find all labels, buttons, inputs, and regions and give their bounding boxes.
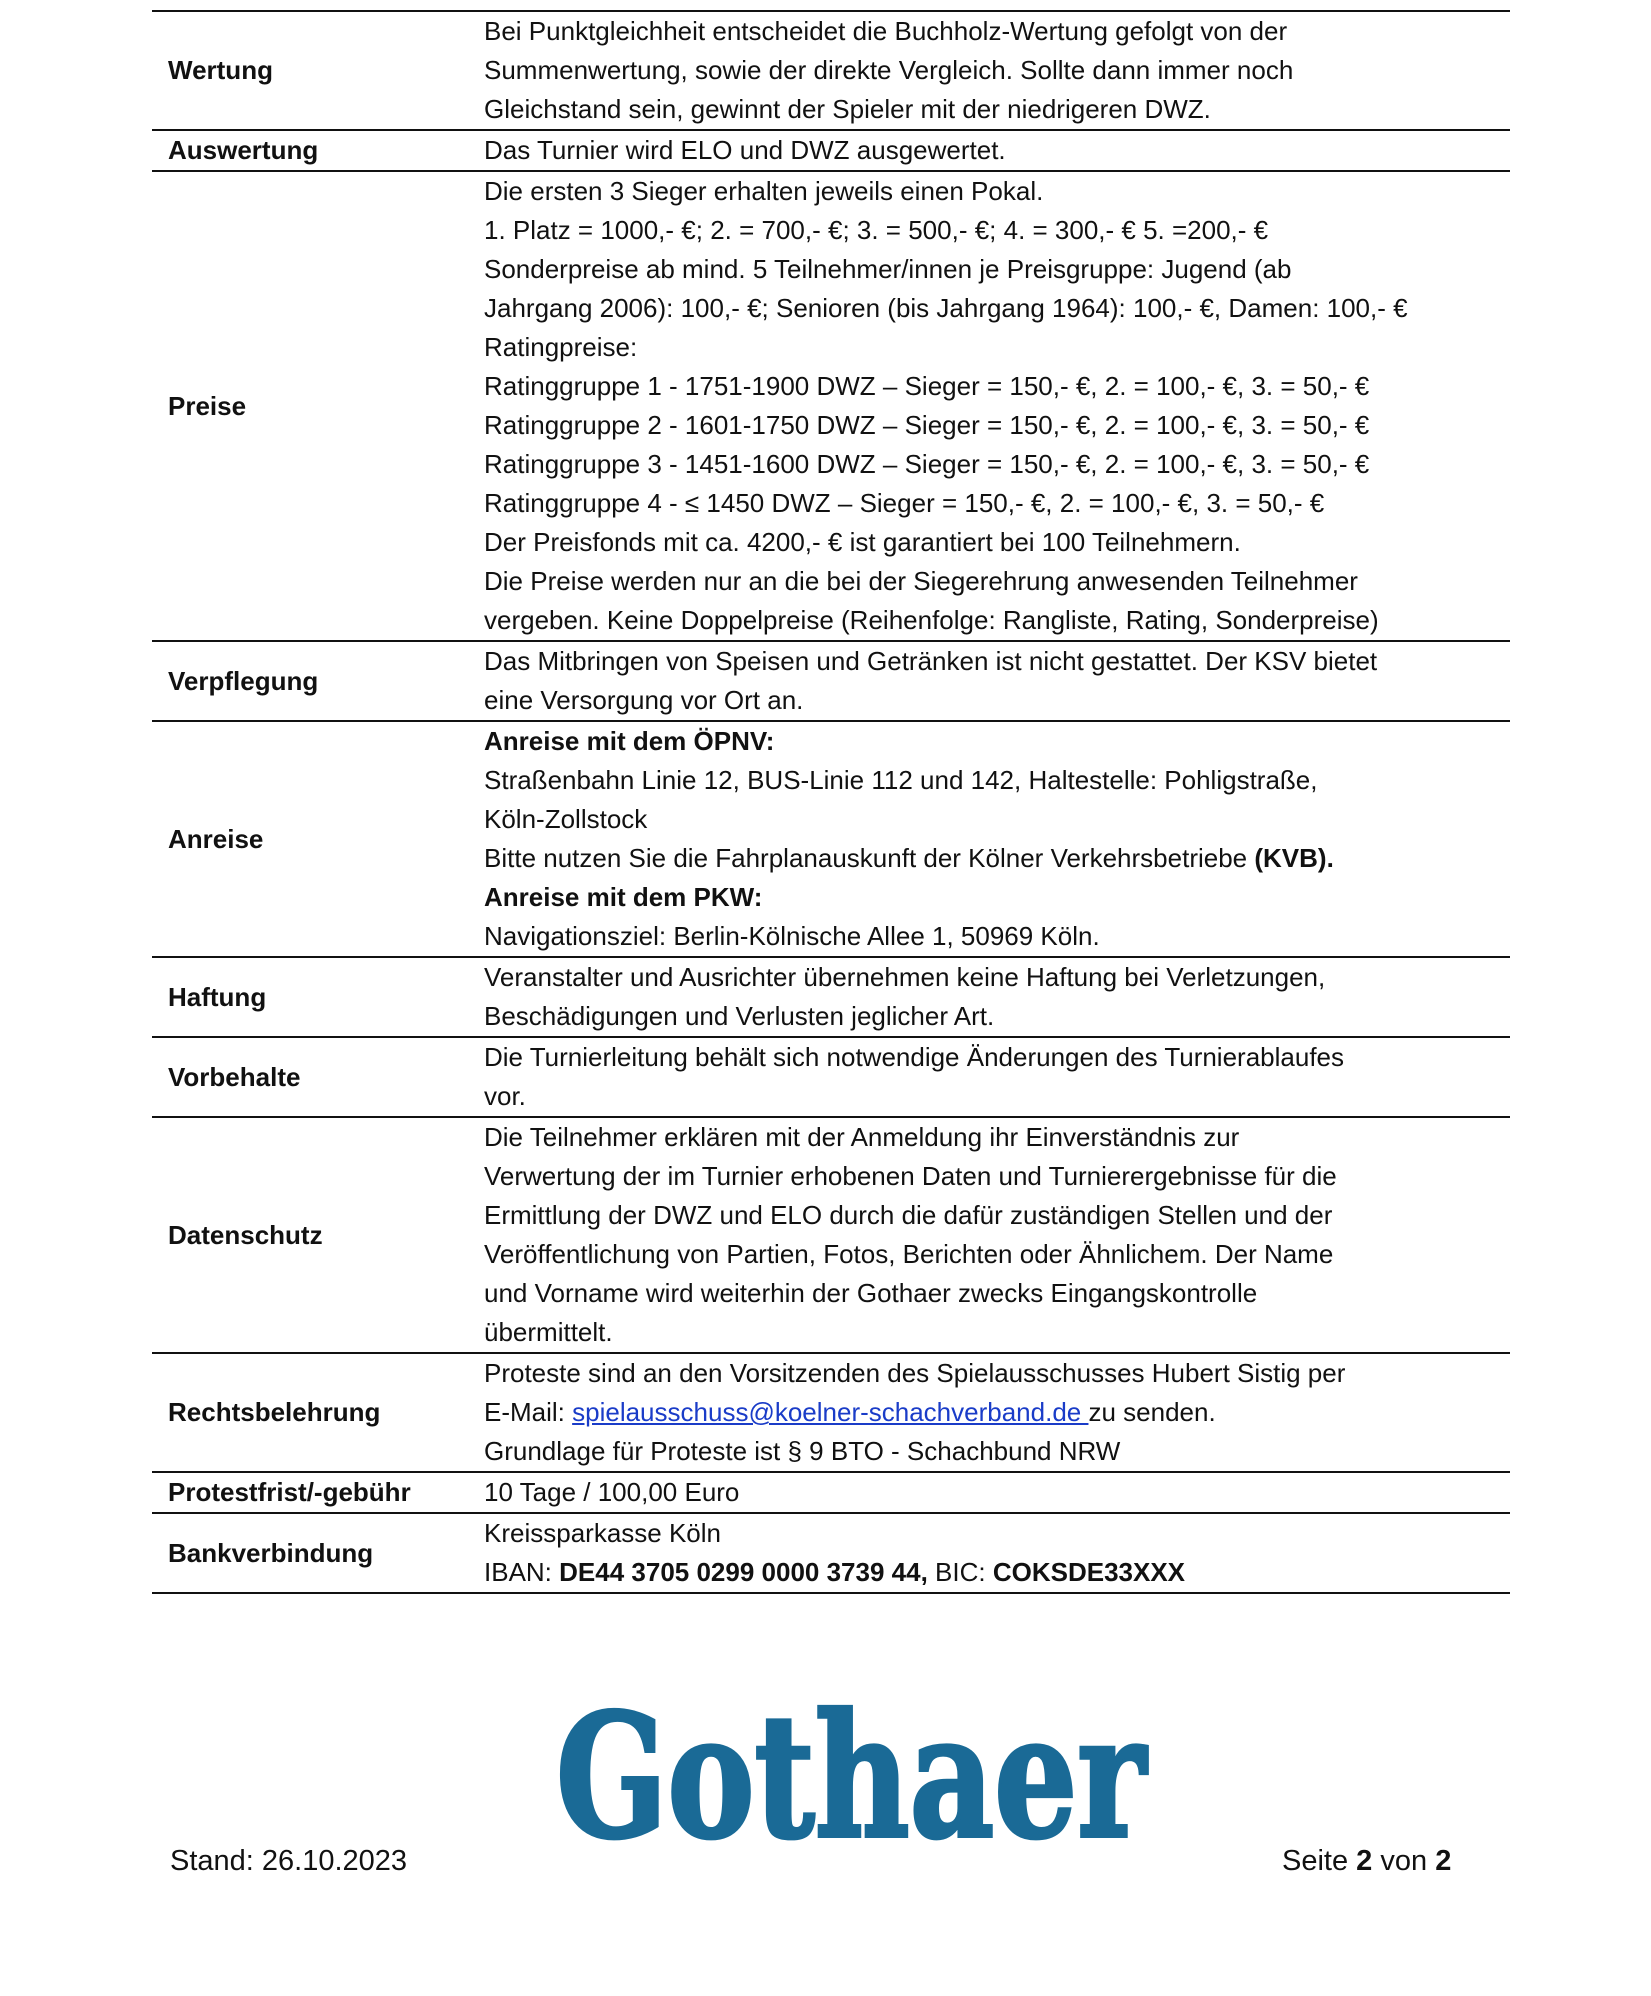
content-line xyxy=(484,800,1510,839)
row-label: Haftung xyxy=(168,981,267,1012)
content-line xyxy=(484,250,1510,289)
row-content xyxy=(484,1037,1510,1117)
text-segment: Die ersten 3 Sieger erhalten jeweils einen Pokal. xyxy=(484,176,1044,206)
text-segment: zu senden. xyxy=(1088,1397,1216,1427)
content-line xyxy=(484,1077,1510,1116)
table-row xyxy=(152,11,1510,130)
row-label: Protestfrist/-gebühr xyxy=(168,1477,411,1507)
content-line xyxy=(484,761,1510,800)
content-line xyxy=(484,328,1510,367)
row-label: Wertung xyxy=(168,55,273,85)
content-line xyxy=(484,642,1510,681)
row-label: Datenschutz xyxy=(168,1219,323,1250)
content-line xyxy=(484,839,1510,878)
row-label: Anreise xyxy=(168,823,264,854)
text-segment: Das Turnier wird ELO und DWZ ausgewertet. xyxy=(484,135,1006,165)
text-segment: Ratinggruppe 3 - 1451-1600 DWZ – Sieger = 150,- €, 2. = 100,- €, 3. = 50,- € xyxy=(484,449,1370,479)
table-row xyxy=(152,1353,1510,1472)
text-segment: Bei Punktgleichheit entscheidet die Buchholz-Wertung gefolgt von der xyxy=(484,16,1288,46)
footer-page-number xyxy=(1282,1845,1451,1878)
content-line xyxy=(484,1473,1510,1512)
row-content xyxy=(484,11,1510,130)
text-segment: vor. xyxy=(484,1081,526,1111)
text-segment: Navigationsziel: Berlin-Kölnische Allee 1, 50969 Köln. xyxy=(484,921,1100,951)
text-segment: Ratinggruppe 1 - 1751-1900 DWZ – Sieger = 150,- €, 2. = 100,- €, 3. = 50,- € xyxy=(484,371,1370,401)
content-line xyxy=(484,445,1510,484)
text-segment: Sonderpreise ab mind. 5 Teilnehmer/innen je Preisgruppe: Jugend (ab xyxy=(484,254,1292,284)
content-line xyxy=(484,367,1510,406)
text-segment: Anreise mit dem PKW: xyxy=(484,882,763,912)
text-segment: übermittelt. xyxy=(484,1317,613,1347)
content-line xyxy=(484,1354,1510,1393)
content-line xyxy=(484,1274,1510,1313)
content-line xyxy=(484,172,1510,211)
gothaer-logo xyxy=(548,1686,1154,1876)
text-segment: Beschädigungen und Verlusten jeglicher Art. xyxy=(484,1001,995,1031)
text-segment: DE44 3705 0299 0000 3739 44, xyxy=(559,1557,928,1587)
content-line xyxy=(484,1038,1510,1077)
text-segment: Ratingpreise: xyxy=(484,332,638,362)
content-line xyxy=(484,601,1510,640)
text-segment: (KVB). xyxy=(1254,843,1334,873)
text-segment: 1. Platz = 1000,- €; 2. = 700,- €; 3. = 500,- €; 4. = 300,- € 5. =200,- € xyxy=(484,215,1269,245)
content-line xyxy=(484,90,1510,129)
table-row xyxy=(152,1472,1510,1513)
row-content xyxy=(484,171,1510,641)
text-segment: Der Preisfonds mit ca. 4200,- € ist garantiert bei 100 Teilnehmern. xyxy=(484,527,1241,557)
content-line xyxy=(484,523,1510,562)
text-segment: Proteste sind an den Vorsitzenden des Spielausschusses Hubert Sistig per xyxy=(484,1358,1346,1388)
table-row xyxy=(152,721,1510,957)
content-line xyxy=(484,1196,1510,1235)
text-segment: Ermittlung der DWZ und ELO durch die dafür zuständigen Stellen und der xyxy=(484,1200,1333,1230)
row-label: Preise xyxy=(168,390,247,421)
table-row xyxy=(152,1037,1510,1117)
content-line xyxy=(484,997,1510,1036)
table-row xyxy=(152,641,1510,721)
content-line xyxy=(484,1553,1510,1592)
page-mid: von xyxy=(1372,1845,1436,1877)
text-segment: Jahrgang 2006): 100,- €; Senioren (bis Jahrgang 1964): 100,- €, Damen: 100,- € xyxy=(484,293,1408,323)
text-segment: eine Versorgung vor Ort an. xyxy=(484,685,804,715)
text-segment: Die Preise werden nur an die bei der Siegerehrung anwesenden Teilnehmer xyxy=(484,566,1358,596)
row-content xyxy=(484,957,1510,1037)
text-segment: Anreise mit dem ÖPNV: xyxy=(484,726,775,756)
table-row xyxy=(152,1513,1510,1593)
content-line xyxy=(484,958,1510,997)
row-label: Bankverbindung xyxy=(168,1537,374,1568)
text-segment: Gleichstand sein, gewinnt der Spieler mit der niedrigeren DWZ. xyxy=(484,94,1211,124)
content-line xyxy=(484,681,1510,720)
content-line xyxy=(484,1157,1510,1196)
text-segment: Die Turnierleitung behält sich notwendige Änderungen des Turnierablaufes xyxy=(484,1042,1345,1072)
content-line xyxy=(484,12,1510,51)
content-line xyxy=(484,1235,1510,1274)
page-current: 2 xyxy=(1356,1845,1373,1877)
table-row xyxy=(152,1117,1510,1353)
text-segment: Ratinggruppe 2 - 1601-1750 DWZ – Sieger = 150,- €, 2. = 100,- €, 3. = 50,- € xyxy=(484,410,1370,440)
content-line xyxy=(484,406,1510,445)
content-line xyxy=(484,211,1510,250)
text-segment: IBAN: xyxy=(484,1557,560,1587)
text-segment: Summenwertung, sowie der direkte Vergleich. Sollte dann immer noch xyxy=(484,55,1294,85)
row-label: Auswertung xyxy=(168,135,319,165)
content-line xyxy=(484,878,1510,917)
text-segment: Verwertung der im Turnier erhobenen Daten und Turnierergebnisse für die xyxy=(484,1161,1337,1191)
text-segment: COKSDE33XXX xyxy=(992,1557,1186,1587)
content-line xyxy=(484,289,1510,328)
text-segment: Köln-Zollstock xyxy=(484,804,648,834)
content-line xyxy=(484,51,1510,90)
text-segment: Veranstalter und Ausrichter übernehmen keine Haftung bei Verletzungen, xyxy=(484,962,1326,992)
footer-date: Stand: 26.10.2023 xyxy=(170,1845,408,1877)
email-link[interactable]: spielausschuss@koelner-schachverband.de xyxy=(572,1397,1089,1427)
content-line xyxy=(484,1393,1510,1432)
content-line xyxy=(484,1118,1510,1157)
text-segment: vergeben. Keine Doppelpreise (Reihenfolge: Rangliste, Rating, Sonderpreise) xyxy=(484,605,1379,635)
row-label: Vorbehalte xyxy=(168,1061,301,1092)
text-segment: BIC: xyxy=(927,1557,993,1587)
row-content xyxy=(484,641,1510,721)
table-row xyxy=(152,957,1510,1037)
row-content xyxy=(484,1472,1510,1513)
text-segment: 10 Tage / 100,00 Euro xyxy=(484,1477,740,1507)
row-content xyxy=(484,721,1510,957)
page-prefix: Seite xyxy=(1282,1845,1357,1877)
content-line xyxy=(484,1432,1510,1471)
page-total: 2 xyxy=(1435,1845,1452,1877)
text-segment: Kreissparkasse Köln xyxy=(484,1518,721,1548)
text-segment: Bitte nutzen Sie die Fahrplanauskunft der Kölner Verkehrsbetriebe xyxy=(484,843,1255,873)
table-row xyxy=(152,130,1510,171)
content-line xyxy=(484,917,1510,956)
text-segment: Straßenbahn Linie 12, BUS-Linie 112 und 142, Haltestelle: Pohligstraße, xyxy=(484,765,1318,795)
info-table xyxy=(152,10,1510,1594)
text-segment: und Vorname wird weiterhin der Gothaer zwecks Eingangskontrolle xyxy=(484,1278,1258,1308)
gothaer-logo-graphic xyxy=(548,1686,1154,1876)
content-line xyxy=(484,722,1510,761)
text-segment: Das Mitbringen von Speisen und Getränken ist nicht gestattet. Der KSV bietet xyxy=(484,646,1378,676)
text-segment: Die Teilnehmer erklären mit der Anmeldung ihr Einverständnis zur xyxy=(484,1122,1240,1152)
content-line xyxy=(484,1313,1510,1352)
svg-text:Gothaer: Gothaer xyxy=(556,1686,1148,1876)
row-label: Verpflegung xyxy=(168,665,319,696)
text-segment: Grundlage für Proteste ist § 9 BTO - Schachbund NRW xyxy=(484,1436,1121,1466)
row-content xyxy=(484,1117,1510,1353)
row-content xyxy=(484,130,1510,171)
text-segment: Veröffentlichung von Partien, Fotos, Berichten oder Ähnlichem. Der Name xyxy=(484,1239,1334,1269)
row-content xyxy=(484,1353,1510,1472)
text-segment: Ratinggruppe 4 - ≤ 1450 DWZ – Sieger = 150,- €, 2. = 100,- €, 3. = 50,- € xyxy=(484,488,1325,518)
row-label: Rechtsbelehrung xyxy=(168,1397,381,1427)
row-content xyxy=(484,1513,1510,1593)
content-line xyxy=(484,1514,1510,1553)
text-segment: E-Mail: xyxy=(484,1397,573,1427)
content-line xyxy=(484,131,1510,170)
content-line xyxy=(484,562,1510,601)
table-row xyxy=(152,171,1510,641)
content-line xyxy=(484,484,1510,523)
